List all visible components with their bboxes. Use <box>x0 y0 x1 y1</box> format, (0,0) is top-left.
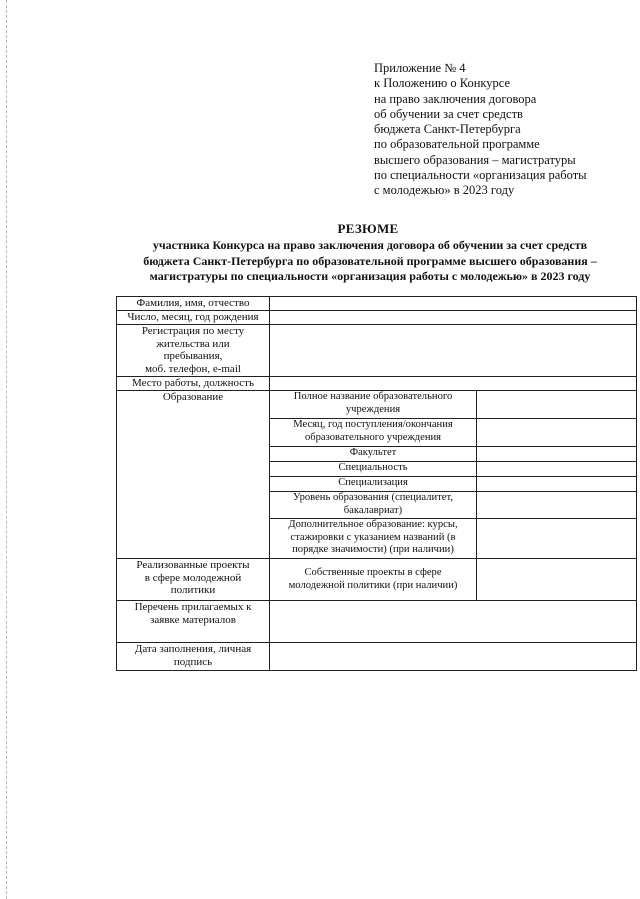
label-line: образовательного учреждения <box>304 431 442 443</box>
label-specialization <box>270 477 477 492</box>
appendix-line: бюджета Санкт-Петербурга <box>374 122 521 137</box>
label-line: Дата заполнения, личная <box>134 643 252 655</box>
subtitle-line: магистратуры по специальности «организация работы с молодежью» в 2023 году <box>149 269 591 283</box>
label-specialty <box>270 462 477 477</box>
field-materials[interactable] <box>270 601 637 643</box>
subtitle-line: бюджета Санкт-Петербурга по образовательной программе высшего образования – <box>143 253 597 268</box>
row-education-institution <box>117 391 637 419</box>
label-faculty <box>270 447 477 462</box>
label-line: стажировки с указанием названий (в <box>290 531 456 543</box>
field-specialization[interactable] <box>477 477 637 492</box>
label-workplace: Место работы, должность <box>117 377 270 391</box>
label-line: Реализованные проекты <box>136 559 250 571</box>
label-education: Образование <box>117 391 270 559</box>
resume-form-table <box>116 296 637 671</box>
row-materials <box>117 601 637 643</box>
label-line: Специальность <box>338 462 408 473</box>
label-education-level <box>270 492 477 519</box>
field-signature[interactable] <box>270 643 637 671</box>
scan-margin-line <box>6 0 7 899</box>
label-line: Специализация <box>338 477 408 488</box>
label-signature <box>117 643 270 671</box>
appendix-line: Приложение № 4 <box>374 61 466 75</box>
field-study-dates[interactable] <box>477 419 637 447</box>
label-line: Собственные проекты в сфере <box>304 566 442 578</box>
row-registration <box>117 325 637 377</box>
field-specialty[interactable] <box>477 462 637 477</box>
field-additional-education[interactable] <box>477 519 637 559</box>
row-full-name <box>117 297 637 311</box>
label-line: Факультет <box>349 447 397 458</box>
field-own-projects[interactable] <box>477 559 637 601</box>
field-faculty[interactable] <box>477 447 637 462</box>
row-signature <box>117 643 637 671</box>
appendix-line: по специальности «организация работы <box>374 168 587 183</box>
label-additional-education <box>270 519 477 559</box>
label-institution <box>270 391 477 419</box>
field-birth-date[interactable] <box>270 311 637 325</box>
label-line: Перечень прилагаемых к <box>134 601 252 613</box>
label-full-name: Фамилия, имя, отчество <box>117 297 270 311</box>
appendix-line: к Положению о Конкурсе <box>374 76 511 91</box>
label-line: пребывания, <box>163 350 223 363</box>
label-line: Регистрация по месту <box>141 325 245 337</box>
label-line: моб. телефон, e-mail <box>145 362 241 375</box>
label-line: заявке материалов <box>150 613 236 626</box>
field-full-name[interactable] <box>270 297 637 311</box>
appendix-line: по образовательной программе <box>374 137 540 152</box>
label-line: подпись <box>173 655 213 668</box>
label-line: политики <box>170 584 216 597</box>
label-line: учреждения <box>345 403 401 415</box>
appendix-line: об обучении за счет средств <box>374 106 523 121</box>
field-workplace[interactable] <box>270 377 637 391</box>
label-birth-date: Число, месяц, год рождения <box>117 311 270 325</box>
field-registration[interactable] <box>270 325 637 377</box>
label-line: порядке значимости) (при наличии) <box>292 544 454 556</box>
label-line: жительства или <box>156 337 230 350</box>
subtitle-line: участника Конкурса на право заключения договора об обучении за счет средств <box>152 238 588 252</box>
label-study-dates <box>270 419 477 447</box>
document-title: РЕЗЮМЕ <box>337 221 399 236</box>
field-institution[interactable] <box>477 391 637 419</box>
row-projects <box>117 559 637 601</box>
label-own-projects <box>270 559 477 601</box>
label-line: Полное название образовательного <box>293 391 453 402</box>
appendix-note <box>374 61 636 199</box>
label-line: Уровень образования (специалитет, <box>293 492 453 503</box>
label-line: молодежной политики (при наличии) <box>288 579 458 591</box>
label-materials <box>117 601 270 643</box>
label-registration <box>117 325 270 377</box>
row-birth-date <box>117 311 637 325</box>
appendix-line: высшего образования – магистратуры <box>374 152 576 167</box>
label-line: в сфере молодежной <box>144 571 242 584</box>
appendix-line: с молодежью» в 2023 году <box>374 183 515 198</box>
row-workplace <box>117 377 637 391</box>
label-line: Дополнительное образование: курсы, <box>288 519 458 530</box>
label-line: бакалавриат) <box>343 504 403 516</box>
document-subtitle <box>104 238 636 285</box>
field-education-level[interactable] <box>477 492 637 519</box>
appendix-line: на право заключения договора <box>374 91 537 106</box>
label-line: Месяц, год поступления/окончания <box>293 419 453 430</box>
label-projects <box>117 559 270 601</box>
